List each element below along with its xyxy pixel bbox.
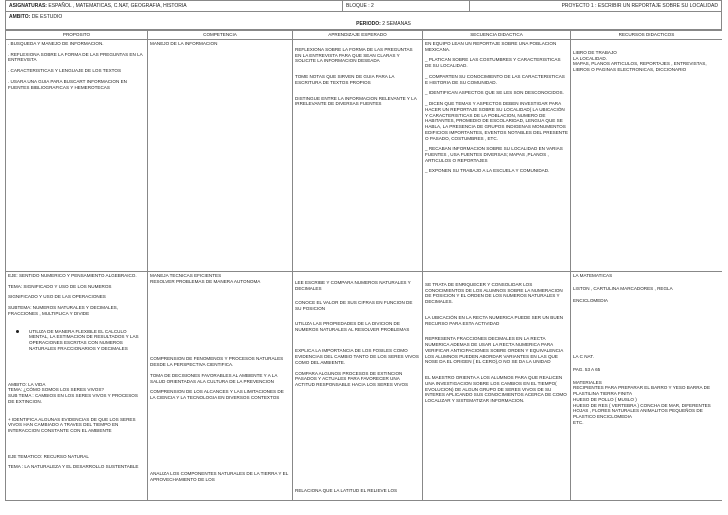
paragraph: TOMA DE DECISIONES FAVORABLES AL AMBIENTE Y A LA SALUD ORIENTADAS ALA CULTURA DE LA PREVENCION: [150, 372, 278, 384]
ambito-value: DE ESTUDIO: [31, 14, 63, 21]
asignaturas-label: ASIGNATURAS:: [9, 3, 47, 9]
competencia-cell: [148, 271, 293, 500]
paragraph: REFLEXIONA SOBRE LA FORMA DE LAS PREGUNTAS EN LA ENTREVISTA PARA QUE SEAN CLARAS Y SOLICITE LA INFORMACION DESEADA: [295, 46, 413, 64]
bullet-icon: [16, 330, 19, 333]
table-row: [6, 271, 723, 500]
col-aprendizaje: APRENDIZAJE ESPERADO: [293, 31, 423, 40]
paragraph: MATERIALES RECIPIENTES PARA PREPARAR EL BARRO Y YESO BARRA DE PLASTILINA TIERRA FINITA HUESO DE POLLO ( MUSLO ) HUESO DE RES ( VERTEBRA ) CONCHA DE MAR, DIFERENTES HOJAS , FLORES NATURALES ANIMALITOS PEQUEÑOS DE PLASTICO ENCICLOMEDIA ETC.: [573, 379, 711, 425]
bloque-text: BLOQUE : 2: [346, 3, 374, 9]
paragraph: SE TRATA DE ENRIQUECER Y CONSOLIDAR LOS CONOCIMIENTOS DE LOS ALUMNOS SOBRE LA NUMERACION DE POSICION Y EL ORDEN DE LOS NUMEROS NATURALES Y DECIMALES.: [425, 281, 563, 305]
paragraph: + IDENTIFICA ALGUNAS EVIDENCIAS DE QUE LOS SERES VIVOS HAN CAMBIADO A TRAVES DEL TIEMPO EN INTERACCION CONSTANTE CON EL AMBIENTE: [8, 416, 136, 433]
competencia-cell: [148, 39, 293, 271]
asignaturas-value: ESPAÑOL , MATEMATICAS, C.NAT, GEOGRAFIA, HISTORIA: [48, 3, 187, 9]
recursos-cell: [571, 271, 723, 500]
paragraph: LEE ESCRIBE Y COMPARA NUMEROS NATURALES Y DECIMALES: [295, 279, 411, 291]
recursos-cell: [571, 39, 723, 271]
paragraph: ENCICLOMEDIA: [573, 298, 608, 304]
paragraph: _ EXPONEN SU TRABAJO A LA ESCUELA Y COMUNIDAD.: [425, 168, 550, 174]
header-table: [5, 0, 722, 30]
ambito-cell: [6, 12, 722, 30]
paragraph: PAG. 53 A 65: [573, 366, 601, 372]
paragraph: MANEJA TECNICAS EFICIENTES RESOLVER PROBLEMAS DE MANERA AUTONOMA: [150, 272, 261, 284]
paragraph: SUBTEMA: NUMEROS NATURALES Y DECIMALES, FRACCIONES , MULTIPLICA Y DIVIDE: [8, 305, 119, 316]
paragraph: EXPLICA LA IMPORTANCIA DE LOS FOSILES COMO EVIDENCIAS DEL CAMBIO TANTO DE LOS SERES VIVOS COMO DEL AMBIENTE.: [295, 348, 419, 365]
proyecto-cell: [470, 1, 722, 12]
lesson-plan-page: [5, 0, 722, 515]
paragraph: UTILIZA LAS PROPIEDADES DE LA DIVICION DE NUMEROS NATURALES AL RESOLVER PROBLEMAS: [295, 320, 410, 332]
paragraph: EL MAESTRO ORIENTA A LOS ALUMNOS PARA QUE REALICEN UNA INVESTIGACION SOBRE LOS CAMBIOS EN EL TIEMPO( EVOLUCION) DE ALGUN GRUPO DE SERES VIVOS DE SU INTERES APLICANDO SUS CONOCIMIENTOS ACERCA DE COMO LOCALIZAR Y SISTEMATIZAR INFORMACION.: [425, 375, 567, 403]
col-secuencia: SECUENCIA DIDACTICA: [423, 31, 571, 40]
paragraph: _ DICEN QUE TEMAS Y ASPECTOS DEBEN INVESTIGAR PARA HACER UN REPORTAJE SOBRE SU LOCALIDAD( LA UBICACIÓN Y CARACTERISTICAS DE LA POBLACION, NUMERO DE HABITANTES, PROMEDIO DE ESCOLARIDAD, LENGUA QUE SE HABLA, LA PRESENCIA DE GRUPOS INDIGENAS MONUMENTOS EDIFICIOS IMPORTANTES, EVENTOS NOTABLES DEL PRESENTE O PASADO, COSTUMBRES , ETC.: [425, 101, 568, 141]
paragraph: LIBRO DE TRABAJO LA LOCALIDAD. MAPAS, PLANOS ARTICULOS, REPORTAJES , ENTREVISTAS, LIBROS O PAGINAS ELECTRONICAS, DICCIONARIO: [573, 49, 707, 73]
paragraph: REPRESENTA FRACCIONES DECIMALES EN LA RECTA NUMERICA ADEMAS DE USAR LA RECTA NUMERICA PARA VERIFICAR ANTICIPACIONES SOBRE ORDEN Y EQUIVALENCIA LOS ALUMNOS PUEDEN ABORDAR VARIANTES EN LAS QUE NOSE DA EL ORIGEN ( EL CERO),O NO SE DA LA UNIDAD: [425, 336, 564, 365]
paragraph: TEMA: SIGNIFICADO Y USO DE LOS NUMEROS: [8, 283, 112, 289]
asignaturas-cell: [6, 1, 343, 12]
paragraph: . REFLEXIONA SOBRE LA FORMA DE LAS PREGUNTAS EN LA ENTREVISTA: [8, 51, 143, 63]
paragraph: TEMA : LA NATURALEZA Y EL DESARROLLO SUSTENTABLE: [8, 464, 139, 470]
paragraph: LA UBICACIÓN EN LA RECTA NUMERICA PUEDE SER UN BUEN RECURSO PARA ESTA ACTIVIDAD: [425, 314, 564, 326]
paragraph: _ RECABAN INFORMACION SOBRE SU LOCALIDAD EN VARIAS FUENTES , USA FUENTES DIVERSAS; MAPAS ,PLANOS , ARTICULOS O REPORTAJES: [425, 146, 563, 163]
proyecto-text: PROYECTO 1 : ESCRIBIR UN REPORTAJE SOBRE SU LOCALIDAD: [561, 3, 718, 9]
paragraph: COMPRENSION DE LOS ALCANCES Y LAS LIMITACIONES DE LA CIENCIA Y LA TECNOLOGIA EN DIVERSOS CONTEXTOS: [150, 389, 284, 401]
paragraph: COMPRENSION DE FENOMENOS Y PROCESOS NATURALES DESDE LA PERSPECTIVA CIENTIFICA.: [150, 356, 284, 368]
paragraph: EJE TEMATICO: RECURSO NATURAL: [8, 453, 89, 459]
periodo-value: 2 SEMANAS: [382, 20, 411, 27]
paragraph: . CARACTERISTICAS Y LENGUAJE DE LOS TEXTOS: [8, 68, 122, 74]
col-proposito: PROPOSITO: [6, 31, 148, 40]
paragraph: . BUSQUEDA Y MANEJO DE INFORMACION.: [8, 40, 104, 46]
paragraph: LA MATEMATICAS: [573, 272, 613, 278]
secuencia-cell: [423, 271, 571, 500]
paragraph: SIGNIFICADO Y USO DE LAS OPERACIONES: [8, 294, 106, 300]
ambito-label: AMBITO:: [9, 14, 31, 21]
paragraph: LISTON , CARTULINA MARCADORES , REGLA: [573, 285, 673, 291]
paragraph: TOME NOTAS QUE SIRVEN DE GUIA PARA LA ESCRITURA DE TEXTOS PROPIOS: [295, 74, 395, 85]
table-row: [6, 39, 723, 271]
plan-table: [5, 30, 722, 500]
col-recursos: RECURSOS DIDACTICOS: [571, 31, 723, 40]
paragraph: COMPARA ALGUNOS PROCESOS DE EXTINCION PASADOS Y ACTUALES PARA FAVORECER UNA ACTITUD RESPONSABLE HACIA LOS SERES VIVOS: [295, 370, 409, 388]
paragraph: MANEJO DE LA INFORMACION: [150, 40, 218, 46]
paragraph: . USARA UNA GUIA PARA BUSCART INFORMACION EN FUENTES BIBLIOGRAFICAS Y HEMEROTECAS: [8, 78, 127, 90]
paragraph: DISTINGUE ENTRE LA INFORMACION RELEVANTE Y LA IRRELEVANTE DE DIVERSAS FUENTES: [295, 95, 417, 107]
paragraph: _ IDENTIFICAN ASPECTOS QUE SE LES SON DESCONOCIDOS.: [425, 90, 564, 96]
bloque-cell: [343, 1, 470, 12]
paragraph: CONOCE EL VALOR DE SUS CIFRAS EN FUNCION DE SU POSICION: [295, 300, 413, 312]
aprendizaje-cell: [293, 271, 423, 500]
bullet-text: UTILIZA DE MANERA FLEXIBLE EL CALCULO MENTAL, LA ESTIMACION DE RESULTADOS Y LAS OPERACIONES ESCRITAS CON NUMEROS NATURALES FRACCIONARIOS Y DECIMALES: [29, 328, 139, 351]
paragraph: EN EQUIPO LEAN UN REPORTAJE SOBRE UNA POBLACION MEXICANA.: [425, 40, 557, 52]
paragraph: ANALIZA LOS COMPONENTES NATURALES DE LA TIERRA Y EL APROVECHAMIENTO DE LOS: [150, 470, 289, 482]
paragraph: AMBITO: LA VIDA TEMA: ¿CÓMO SOMOS LOS SERES VIVOS? SUB TEMA : CAMBIOS EN LOS SERES VIVOS Y PROCESOS DE EXTINCION.: [8, 381, 138, 404]
paragraph: LA C NAT.: [573, 354, 594, 360]
bullet-item: [8, 329, 145, 352]
periodo-label: PERIODO:: [356, 20, 381, 27]
col-competencia: COMPETENCIA: [148, 31, 293, 40]
paragraph: EJE: SENTIDO NUMERICO Y PENSAMIENTO ALGEBRAICO.: [8, 272, 137, 278]
paragraph: RELACIONA QUE LA LATITUD EL RELIEVE LOS: [295, 487, 398, 493]
paragraph: _ PLATICAN SOBRE LAS COSTUMBRES Y CARACTERISTICAS DE SU LOCALIDAD.: [425, 57, 561, 69]
paragraph: _ COMPARTEN SU CONOCIMIENTO DE LAS CARACTERISTICAS E HISTORIA DE SU COMUNIDAD.: [425, 73, 565, 85]
secuencia-cell: [423, 39, 571, 271]
column-header-row: [6, 31, 723, 40]
proposito-cell: [6, 39, 148, 271]
aprendizaje-cell: [293, 39, 423, 271]
proposito-cell: [6, 271, 148, 500]
